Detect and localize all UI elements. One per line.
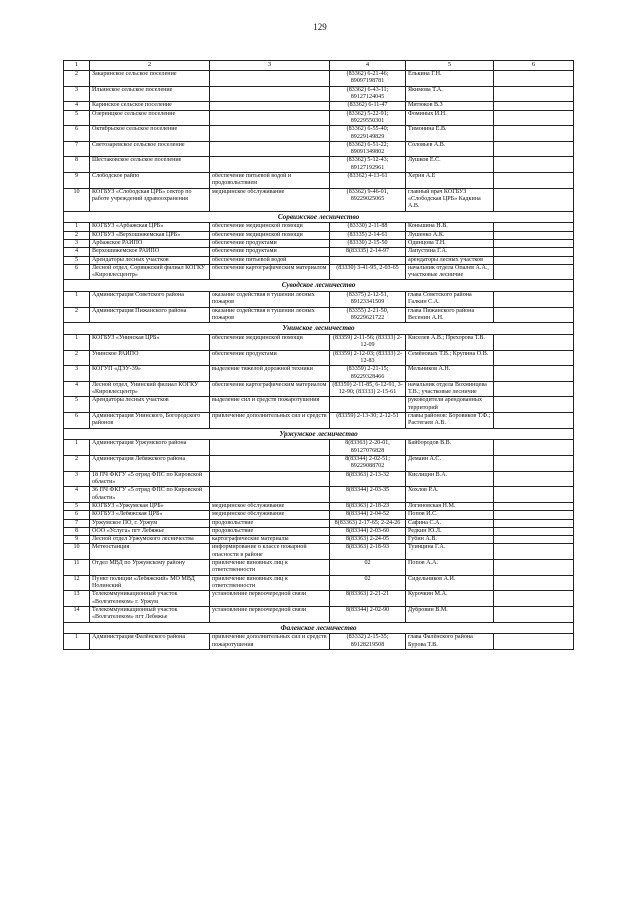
table-row bbox=[64, 350, 574, 366]
table-row bbox=[64, 231, 574, 239]
table-row bbox=[64, 560, 574, 576]
table-row bbox=[64, 223, 574, 231]
row-number: 6 bbox=[64, 511, 90, 519]
function-cell bbox=[210, 71, 330, 87]
responsible-person-cell: Фоминых И.Н. bbox=[406, 110, 494, 126]
row-number: 5 bbox=[64, 397, 90, 413]
row-number: 10 bbox=[64, 188, 90, 211]
responsible-person-cell: Сидельников А.И. bbox=[406, 575, 494, 591]
table-row bbox=[64, 413, 574, 429]
function-cell: установление первоочередной связи bbox=[210, 606, 330, 622]
table-row bbox=[64, 188, 574, 211]
notes-cell bbox=[494, 126, 574, 142]
phone-cell bbox=[330, 256, 406, 264]
responsible-person-cell: Мельников А.Н. bbox=[406, 366, 494, 382]
row-number: 7 bbox=[64, 519, 90, 527]
responsible-person-cell: Якимова Т.А. bbox=[406, 86, 494, 102]
section-title-row bbox=[64, 428, 574, 440]
section-title: Фаленское лесничество bbox=[64, 622, 574, 634]
function-cell: медицинское обслуживание bbox=[210, 502, 330, 510]
row-number: 2 bbox=[64, 71, 90, 87]
responsible-person-cell: Редкин Ю.Л. bbox=[406, 527, 494, 535]
table-row bbox=[64, 307, 574, 323]
organization-cell: Уржумское ПО, г. Уржум bbox=[90, 519, 210, 527]
row-number: 11 bbox=[64, 560, 90, 576]
row-number: 5 bbox=[64, 256, 90, 264]
responsible-person-cell: Демаин А.С. bbox=[406, 456, 494, 472]
function-cell: обеспечение медицинской помощи bbox=[210, 334, 330, 350]
function-cell: обеспечение картографическим материалом bbox=[210, 264, 330, 280]
organization-cell: 18 ПЧ ФКГУ «5 отряд ФПС по Кировской области» bbox=[90, 471, 210, 487]
row-number: 1 bbox=[64, 223, 90, 231]
function-cell: обеспечение питьевой водой bbox=[210, 256, 330, 264]
notes-cell bbox=[494, 519, 574, 527]
responsible-person-cell: Лапустина Г.А. bbox=[406, 248, 494, 256]
responsible-person-cell: Одинцова Т.Н. bbox=[406, 239, 494, 247]
responsible-person-cell: Лушенко А.К. bbox=[406, 231, 494, 239]
notes-cell bbox=[494, 86, 574, 102]
phone-cell: (83330) 2-11-88 bbox=[330, 223, 406, 231]
organization-cell: Лесной отдел Уржумского лесничества bbox=[90, 536, 210, 544]
organization-cell: Администрация Унинского, Богородского районов bbox=[90, 413, 210, 429]
organization-cell: Метеостанция bbox=[90, 544, 210, 560]
phone-cell: (83330) 3-41-95, 2-03-65 bbox=[330, 264, 406, 280]
phone-cell: (83362) 6-55-40; 89229149829 bbox=[330, 126, 406, 142]
row-number: 3 bbox=[64, 471, 90, 487]
table-row bbox=[64, 511, 574, 519]
notes-cell bbox=[494, 634, 574, 650]
row-number: 6 bbox=[64, 126, 90, 142]
phone-cell: 02 bbox=[330, 560, 406, 576]
row-number: 3 bbox=[64, 366, 90, 382]
table-row bbox=[64, 71, 574, 87]
row-number: 1 bbox=[64, 292, 90, 308]
organization-cell: Лесной отдел, Сорвижский филиал КОГКУ «Кировлесцентр» bbox=[90, 264, 210, 280]
header-cell: 3 bbox=[210, 61, 330, 71]
organization-cell: КОГБУЗ «Лебяжская ЦРБ» bbox=[90, 511, 210, 519]
row-number: 14 bbox=[64, 606, 90, 622]
table-row bbox=[64, 264, 574, 280]
responsible-person-cell: Хохлов Р.А. bbox=[406, 487, 494, 503]
phone-cell: (83335) 2-14-61 bbox=[330, 231, 406, 239]
table-row bbox=[64, 502, 574, 510]
function-cell: привлечение дополнительных сил и средств bbox=[210, 413, 330, 429]
section-title: Уржумское лесничество bbox=[64, 428, 574, 440]
organization-cell: ООО «Услуга» пгт Лебяжье bbox=[90, 527, 210, 535]
responsible-person-cell: Дубровин В.М. bbox=[406, 606, 494, 622]
responsible-person-cell: Губин А.В. bbox=[406, 536, 494, 544]
table-row bbox=[64, 173, 574, 189]
table-row bbox=[64, 471, 574, 487]
phone-cell: 8(83335) 2-14-97 bbox=[330, 248, 406, 256]
organization-cell: КОГБУЗ «Слободская ЦРБ» сектор по работе учреждений здравоохранения bbox=[90, 188, 210, 211]
table-row bbox=[64, 248, 574, 256]
phone-cell: 8(83363) 2-20-01, 89127076828 bbox=[330, 440, 406, 456]
row-number: 8 bbox=[64, 527, 90, 535]
responsible-person-cell: Лушков Е.С. bbox=[406, 157, 494, 173]
row-number: 4 bbox=[64, 487, 90, 503]
organization-cell: Телекоммуникационный участок «Волгателеком» г. Уржум bbox=[90, 591, 210, 607]
phone-cell: (83362) 6-21-46; 89097198781 bbox=[330, 71, 406, 87]
organization-cell: Ильинское сельское поселение bbox=[90, 86, 210, 102]
notes-cell bbox=[494, 366, 574, 382]
function-cell bbox=[210, 86, 330, 102]
phone-cell: 8(83344) 2-03-35 bbox=[330, 487, 406, 503]
responsible-person-cell: Соловьев А.В. bbox=[406, 141, 494, 157]
table-row bbox=[64, 157, 574, 173]
notes-cell bbox=[494, 110, 574, 126]
table-row bbox=[64, 591, 574, 607]
notes-cell bbox=[494, 292, 574, 308]
row-number: 5 bbox=[64, 110, 90, 126]
table-row bbox=[64, 606, 574, 622]
function-cell: оказание содействия в тушении лесных пожаров bbox=[210, 292, 330, 308]
table-row bbox=[64, 141, 574, 157]
notes-cell bbox=[494, 487, 574, 503]
notes-cell bbox=[494, 527, 574, 535]
notes-cell bbox=[494, 606, 574, 622]
phone-cell: 8(83363) 2-18-23 bbox=[330, 502, 406, 510]
responsible-person-cell: главный врач КОГБУЗ «Слободская ЦРБ» Кадкина А.В. bbox=[406, 188, 494, 211]
organization-cell: Шестаковское сельское поселение bbox=[90, 157, 210, 173]
phone-cell: (83362) 4-13-61 bbox=[330, 173, 406, 189]
notes-cell bbox=[494, 350, 574, 366]
function-cell bbox=[210, 157, 330, 173]
section-title-row bbox=[64, 280, 574, 292]
function-cell: установление первоочередной связи bbox=[210, 591, 330, 607]
organization-cell: Арендаторы лесных участков bbox=[90, 397, 210, 413]
organization-cell: Отдел МВД по Уржумскому району bbox=[90, 560, 210, 576]
phone-cell: 8(83344) 2-04-52 bbox=[330, 511, 406, 519]
responsible-person-cell: Тимонина Е.В. bbox=[406, 126, 494, 142]
row-number: 1 bbox=[64, 334, 90, 350]
organization-cell: КОГБУЗ «Унинская ЦРБ» bbox=[90, 334, 210, 350]
header-cell: 2 bbox=[90, 61, 210, 71]
notes-cell bbox=[494, 413, 574, 429]
row-number: 5 bbox=[64, 502, 90, 510]
phone-cell: (83332) 2-15-35; 89128219508 bbox=[330, 634, 406, 650]
function-cell bbox=[210, 110, 330, 126]
table-row bbox=[64, 102, 574, 110]
organization-cell: Лесной отдел, Унинский филиал КОГКУ «Кировлесцентр» bbox=[90, 381, 210, 397]
function-cell: оказание содействия в тушении лесных пожаров bbox=[210, 307, 330, 323]
row-number: 9 bbox=[64, 173, 90, 189]
table-row bbox=[64, 527, 574, 535]
notes-cell bbox=[494, 560, 574, 576]
phone-cell: 8(83363) 2-24-05 bbox=[330, 536, 406, 544]
responsible-person-cell: Киселев А.В.; Прехорова Т.В. bbox=[406, 334, 494, 350]
row-number: 13 bbox=[64, 591, 90, 607]
phone-cell: 8(83363) 2-13-32 bbox=[330, 471, 406, 487]
table-row bbox=[64, 334, 574, 350]
responsible-person-cell: Туинцина Г.А. bbox=[406, 544, 494, 560]
phone-cell: 8(83363) 2-17-65; 2-24-26 bbox=[330, 519, 406, 527]
organization-cell: Закаринское сельское поселение bbox=[90, 71, 210, 87]
table-row bbox=[64, 634, 574, 650]
responsible-person-cell: глава Советского района Галкин С.А. bbox=[406, 292, 494, 308]
organization-cell: Администрация Советского района bbox=[90, 292, 210, 308]
function-cell: обеспечение продуктами bbox=[210, 248, 330, 256]
organization-cell: Пункт полиции «Лебяжский» МО МВД Нолинский bbox=[90, 575, 210, 591]
row-number: 10 bbox=[64, 544, 90, 560]
table-row bbox=[64, 381, 574, 397]
row-number: 8 bbox=[64, 157, 90, 173]
function-cell: привлечение виновных лиц к ответственности bbox=[210, 560, 330, 576]
function-cell: обеспечение медицинской помощи bbox=[210, 223, 330, 231]
phone-cell: (83359) 2-12-03; (83333) 2-12-83 bbox=[330, 350, 406, 366]
notes-cell bbox=[494, 575, 574, 591]
row-number: 4 bbox=[64, 381, 90, 397]
responsible-person-cell: Попов И.С. bbox=[406, 511, 494, 519]
responsible-person-cell: руководители арендованных территорий bbox=[406, 397, 494, 413]
responsible-person-cell: Елькина Г.Н. bbox=[406, 71, 494, 87]
responsible-person-cell: глава Фалёнского района Бурова Т.В. bbox=[406, 634, 494, 650]
section-title: Унинское лесничество bbox=[64, 323, 574, 335]
notes-cell bbox=[494, 511, 574, 519]
organization-cell: Администрация Лебяжского района bbox=[90, 456, 210, 472]
row-number: 2 bbox=[64, 456, 90, 472]
function-cell: информирование о классе пожарной опасности в районе bbox=[210, 544, 330, 560]
row-number: 9 bbox=[64, 536, 90, 544]
table-body bbox=[64, 61, 574, 650]
organization-cell: КОГУП «ДЭУ-39» bbox=[90, 366, 210, 382]
function-cell: обеспечение питьевой водой и продовольствием bbox=[210, 173, 330, 189]
function-cell: выделение тяжелой дорожной техники bbox=[210, 366, 330, 382]
row-number: 6 bbox=[64, 413, 90, 429]
notes-cell bbox=[494, 440, 574, 456]
phone-cell: (83359) 2-11-85, 6-12-91, 3-12-90; (83333) 2-15-61 bbox=[330, 381, 406, 397]
notes-cell bbox=[494, 264, 574, 280]
table-row bbox=[64, 126, 574, 142]
phone-cell: (83362) 6-11-47 bbox=[330, 102, 406, 110]
organization-cell: КОГБУЗ «Уржумская ЦРБ» bbox=[90, 502, 210, 510]
responsible-person-cell: Логиновская Н.М. bbox=[406, 502, 494, 510]
notes-cell bbox=[494, 256, 574, 264]
row-number: 4 bbox=[64, 102, 90, 110]
function-cell bbox=[210, 141, 330, 157]
table-row bbox=[64, 575, 574, 591]
row-number: 4 bbox=[64, 248, 90, 256]
function-cell: продовольствие bbox=[210, 527, 330, 535]
function-cell: обеспечение продуктами bbox=[210, 350, 330, 366]
row-number: 1 bbox=[64, 440, 90, 456]
function-cell: медицинское обслуживание bbox=[210, 511, 330, 519]
organization-cell: Телекоммуникационный участок «Волгателеком» пгт Лебяжье bbox=[90, 606, 210, 622]
organization-cell: Октябрьское сельское поселение bbox=[90, 126, 210, 142]
phone-cell: 8(83344) 2-03-60 bbox=[330, 527, 406, 535]
phone-cell: (83359) 2-13-30; 2-12-51 bbox=[330, 413, 406, 429]
row-number: 3 bbox=[64, 239, 90, 247]
row-number: 6 bbox=[64, 264, 90, 280]
function-cell bbox=[210, 487, 330, 503]
table-row bbox=[64, 544, 574, 560]
notes-cell bbox=[494, 381, 574, 397]
function-cell: привлечение дополнительных сил и средств пожаротушения bbox=[210, 634, 330, 650]
responsible-person-cell: Коньшина Н.В. bbox=[406, 223, 494, 231]
phone-cell: 8(83344) 2-02-51; 89229088702 bbox=[330, 456, 406, 472]
section-title-row bbox=[64, 323, 574, 335]
function-cell bbox=[210, 440, 330, 456]
row-number: 1 bbox=[64, 634, 90, 650]
responsible-person-cell: Сафина С.А. bbox=[406, 519, 494, 527]
organization-cell: Озерницкое сельское поселение bbox=[90, 110, 210, 126]
notes-cell bbox=[494, 239, 574, 247]
row-number: 12 bbox=[64, 575, 90, 591]
organization-cell: КОГБУЗ «Арбажская ЦРБ» bbox=[90, 223, 210, 231]
responsible-person-cell: начальник отдела Опалев А.А., участковые лесничие bbox=[406, 264, 494, 280]
phone-cell: (83362) 6-51-22; 89091349802 bbox=[330, 141, 406, 157]
notes-cell bbox=[494, 188, 574, 211]
table-row bbox=[64, 397, 574, 413]
notes-cell bbox=[494, 502, 574, 510]
notes-cell bbox=[494, 456, 574, 472]
responsible-person-cell: Митюков В.З bbox=[406, 102, 494, 110]
phone-cell bbox=[330, 397, 406, 413]
organization-cell: Администрация Фалёнского района bbox=[90, 634, 210, 650]
function-cell bbox=[210, 102, 330, 110]
notes-cell bbox=[494, 141, 574, 157]
organization-cell: Каринское сельское поселение bbox=[90, 102, 210, 110]
page-number: 129 bbox=[313, 22, 327, 32]
table-row bbox=[64, 519, 574, 527]
notes-cell bbox=[494, 544, 574, 560]
notes-cell bbox=[494, 102, 574, 110]
function-cell: медицинское обслуживание bbox=[210, 188, 330, 211]
row-number: 3 bbox=[64, 86, 90, 102]
notes-cell bbox=[494, 536, 574, 544]
responsible-person-cell: Попов А.А. bbox=[406, 560, 494, 576]
organization-cell: Унинское РАЙПО bbox=[90, 350, 210, 366]
table-row bbox=[64, 487, 574, 503]
section-title-row bbox=[64, 211, 574, 223]
table-row bbox=[64, 456, 574, 472]
function-cell bbox=[210, 456, 330, 472]
notes-cell bbox=[494, 471, 574, 487]
function-cell: обеспечение медицинской помощи bbox=[210, 231, 330, 239]
phone-cell: 8(83363) 2-18-93 bbox=[330, 544, 406, 560]
responsible-person-cell: Байбородов В.В. bbox=[406, 440, 494, 456]
table-row bbox=[64, 239, 574, 247]
section-title: Суводское лесничество bbox=[64, 280, 574, 292]
organization-cell: Слободское райпо bbox=[90, 173, 210, 189]
notes-cell bbox=[494, 157, 574, 173]
phone-cell: 8(83363) 2-21-21 bbox=[330, 591, 406, 607]
notes-cell bbox=[494, 71, 574, 87]
row-number: 2 bbox=[64, 231, 90, 239]
organization-cell: Светозаревское сельское поселение bbox=[90, 141, 210, 157]
header-cell: 5 bbox=[406, 61, 494, 71]
phone-cell: (83359) 2-11-56; (83333) 2-12-09 bbox=[330, 334, 406, 350]
section-title: Сорвижское лесничество bbox=[64, 211, 574, 223]
row-number: 2 bbox=[64, 307, 90, 323]
responsible-person-cell: глава Пижанского района Весенин А.Н. bbox=[406, 307, 494, 323]
row-number: 7 bbox=[64, 141, 90, 157]
phone-cell: 02 bbox=[330, 575, 406, 591]
responsible-person-cell: Херня А.Е bbox=[406, 173, 494, 189]
notes-cell bbox=[494, 397, 574, 413]
table-row bbox=[64, 256, 574, 264]
section-title-row bbox=[64, 622, 574, 634]
notes-cell bbox=[494, 591, 574, 607]
table-row bbox=[64, 536, 574, 544]
notes-cell bbox=[494, 173, 574, 189]
notes-cell bbox=[494, 223, 574, 231]
function-cell: картографические материалы bbox=[210, 536, 330, 544]
table-row bbox=[64, 110, 574, 126]
notes-cell bbox=[494, 307, 574, 323]
phone-cell: (83330) 2-15-50 bbox=[330, 239, 406, 247]
row-number: 2 bbox=[64, 350, 90, 366]
notes-cell bbox=[494, 231, 574, 239]
notes-cell bbox=[494, 248, 574, 256]
function-cell: привлечение виновных лиц к ответственности bbox=[210, 575, 330, 591]
phone-cell: (83362) 5-12-43; 89127192961 bbox=[330, 157, 406, 173]
organization-cell: Администрация Пижанского района bbox=[90, 307, 210, 323]
responsible-person-cell: Кислицин В.А. bbox=[406, 471, 494, 487]
organization-cell: Арендаторы лесных участков bbox=[90, 256, 210, 264]
function-cell bbox=[210, 471, 330, 487]
organization-cell: Администрация Уржумского района bbox=[90, 440, 210, 456]
phone-cell: 8(83344) 2-02-90 bbox=[330, 606, 406, 622]
responsible-person-cell: арендаторы лесных участков bbox=[406, 256, 494, 264]
phone-cell: (83359) 2-21-15; 89229328466 bbox=[330, 366, 406, 382]
header-row bbox=[64, 61, 574, 71]
header-cell: 6 bbox=[494, 61, 574, 71]
organization-cell: 36 ПЧ ФКГУ «5 отряд ФПС по Кировской области» bbox=[90, 487, 210, 503]
table-row bbox=[64, 366, 574, 382]
phone-cell: (83375) 2-12-51, 89123341509 bbox=[330, 292, 406, 308]
organization-cell: Верхошижемское РАЙПО bbox=[90, 248, 210, 256]
function-cell: продовольствие bbox=[210, 519, 330, 527]
responsible-person-cell: Семёновых Т.В.; Крупина О.В. bbox=[406, 350, 494, 366]
phone-cell: (83362) 6-43-11; 89127124045 bbox=[330, 86, 406, 102]
contacts-table bbox=[63, 60, 574, 650]
notes-cell bbox=[494, 334, 574, 350]
organization-cell: Арбажское РАЙПО bbox=[90, 239, 210, 247]
function-cell: обеспечение продуктами bbox=[210, 239, 330, 247]
function-cell: выделение сил и средств пожаротушения bbox=[210, 397, 330, 413]
phone-cell: (83355) 2-21-50, 89229621722 bbox=[330, 307, 406, 323]
responsible-person-cell: начальник отдела Вохминцева Т.В.; участковые лесничие bbox=[406, 381, 494, 397]
responsible-person-cell: главы районов: Боровиков Т.Ф.; Растегаев А.В. bbox=[406, 413, 494, 429]
function-cell: обеспечение картографическим материалом bbox=[210, 381, 330, 397]
table-row bbox=[64, 440, 574, 456]
phone-cell: (83362) 5-22-91; 89229550301 bbox=[330, 110, 406, 126]
responsible-person-cell: Курочкин М.А. bbox=[406, 591, 494, 607]
organization-cell: КОГБУЗ «Верхошижемская ЦРБ» bbox=[90, 231, 210, 239]
phone-cell: (83362) 9-46-01, 89229025065 bbox=[330, 188, 406, 211]
header-cell: 1 bbox=[64, 61, 90, 71]
function-cell bbox=[210, 126, 330, 142]
table-row bbox=[64, 86, 574, 102]
table-row bbox=[64, 292, 574, 308]
header-cell: 4 bbox=[330, 61, 406, 71]
